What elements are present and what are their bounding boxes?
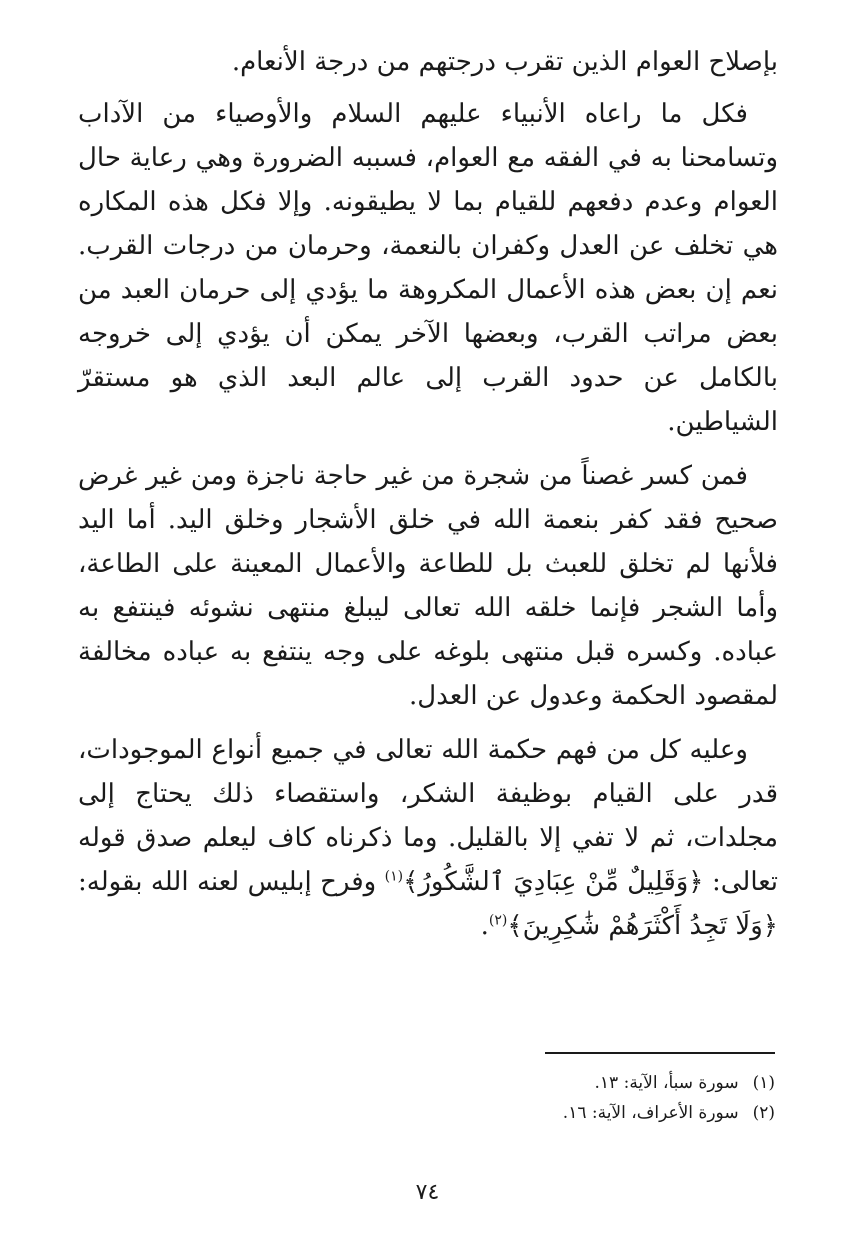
quran-verse-1: ﴿وَقَلِيلٌ مِّنْ عِبَادِيَ ٱلشَّكُورُ﴾ [403, 867, 704, 897]
footnote-ref-1[interactable]: (١) [384, 868, 404, 885]
footnote-1 [75, 1068, 775, 1098]
page-body [78, 40, 778, 958]
footnotes [75, 1052, 775, 1128]
footnote-2-text: سورة الأعراف، الآية: ١٦. [562, 1103, 739, 1123]
paragraph-3-text-a: وعليه كل من فهم حكمة الله تعالى في جميع أنواع الموجودات، قدر على القيام بوظيفة الشكر، واستقصاء ذلك يحتاج إلى مجلدات، ثم لا تفي إلا بالقليل. وما ذكرناه كاف ليعلم صدق قوله تعالى: [78, 735, 779, 897]
page-number: ٧٤ [415, 1180, 440, 1205]
footnote-2 [75, 1098, 775, 1128]
footnote-ref-2[interactable]: (٢) [488, 912, 508, 929]
footnote-1-text: سورة سبأ، الآية: ١٣. [594, 1073, 739, 1093]
paragraph-2: فمن كسر غصناً من شجرة من غير حاجة ناجزة ومن غير غرض صحيح فقد كفر بنعمة الله في خلق الأشجار وخلق اليد. أما اليد فلأنها لم تخلق للعبث بل للطاعة والأعمال المعينة على الطاعة، وأما الشجر فإنما خلقه الله تعالى ليبلغ منتهى نشوئه فينتفع به عباده. وكسره قبل منتهى بلوغه على وجه ينتفع به عباده مخالفة لمقصود الحكمة وعدول عن العدل. [78, 461, 778, 711]
quran-verse-2: ﴿وَلَا تَجِدُ أَكْثَرَهُمْ شَٰكِرِينَ﴾ [507, 911, 778, 941]
paragraph-3-end: . [480, 911, 489, 941]
footnote-2-number: (٢) [752, 1103, 775, 1123]
footnote-1-number: (١) [752, 1073, 775, 1093]
opening-line: بإصلاح العوام الذين تقرب درجتهم من درجة الأنعام. [231, 47, 778, 77]
footnote-divider [545, 1052, 775, 1054]
paragraph-1: فكل ما راعاه الأنبياء عليهم السلام والأوصياء من الآداب وتسامحنا به في الفقه مع العوام، فسببه الضرورة وهي رعاية حال العوام وعدم دفعهم للقيام بما لا يطيقونه. وإلا فكل هذه المكاره هي تخلف عن العدل وكفران بالنعمة، وحرمان من درجات القرب. نعم إن بعض هذه الأعمال المكروهة ما يؤدي إلى حرمان العبد من بعض مراتب القرب، وبعضها الآخر يمكن أن يؤدي إلى خروجه بالكامل عن حدود القرب إلى عالم البعد الذي هو مستقرّ الشياطين. [78, 99, 778, 437]
paragraph-3 [78, 728, 778, 948]
paragraph-3-text-b: وفرح إبليس لعنه الله بقوله: [78, 867, 377, 897]
